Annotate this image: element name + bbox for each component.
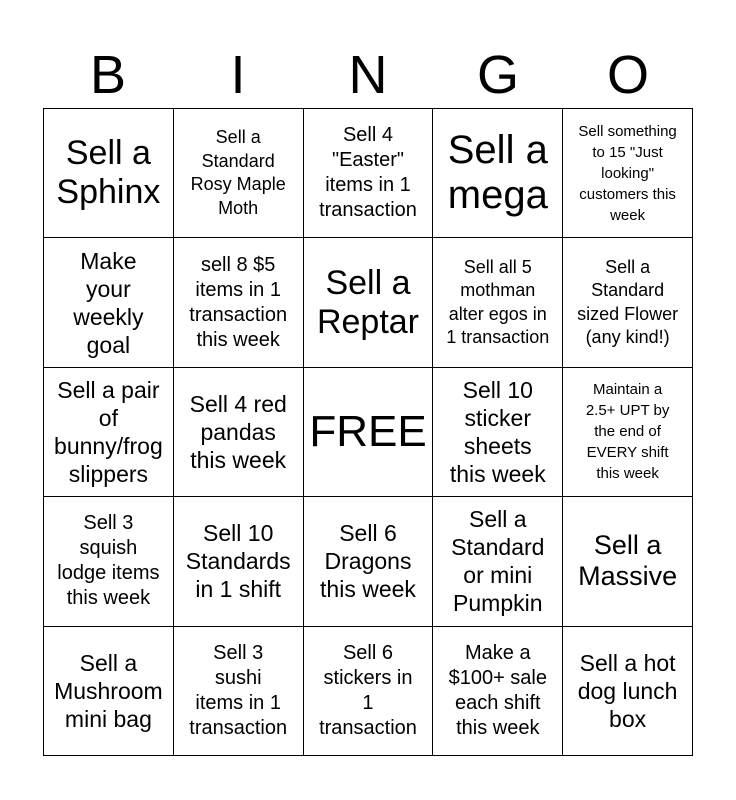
- bingo-cell-r1c1[interactable]: Sell a Sphinx: [44, 109, 174, 238]
- bingo-cell-r5c4[interactable]: Make a $100+ sale each shift this week: [433, 627, 563, 756]
- bingo-cell-r2c1[interactable]: Make your weekly goal: [44, 238, 174, 367]
- bingo-cell-r4c2[interactable]: Sell 10 Standards in 1 shift: [174, 497, 304, 626]
- bingo-board: [43, 108, 693, 756]
- bingo-cell-r2c4[interactable]: Sell all 5 mothman alter egos in 1 transaction: [433, 238, 563, 367]
- bingo-cell-r5c1[interactable]: Sell a Mushroom mini bag: [44, 627, 174, 756]
- bingo-cell-r1c4[interactable]: Sell a mega: [433, 109, 563, 238]
- bingo-cell-r1c3[interactable]: Sell 4 "Easter" items in 1 transaction: [304, 109, 434, 238]
- bingo-cell-r5c5[interactable]: Sell a hot dog lunch box: [563, 627, 693, 756]
- bingo-cell-r3c4[interactable]: Sell 10 sticker sheets this week: [433, 368, 563, 497]
- header-letter-n: N: [348, 45, 388, 105]
- bingo-cell-r3c1[interactable]: Sell a pair of bunny/frog slippers: [44, 368, 174, 497]
- header-letter-b: B: [89, 45, 127, 105]
- bingo-cell-r3c2[interactable]: Sell 4 red pandas this week: [174, 368, 304, 497]
- bingo-cell-r5c3[interactable]: Sell 6 stickers in 1 transaction: [304, 627, 434, 756]
- bingo-cell-free[interactable]: FREE: [304, 368, 434, 497]
- bingo-cell-r4c1[interactable]: Sell 3 squish lodge items this week: [44, 497, 174, 626]
- bingo-cell-r1c2[interactable]: Sell a Standard Rosy Maple Moth: [174, 109, 304, 238]
- bingo-cell-r1c5[interactable]: Sell something to 15 "Just looking" customers this week: [563, 109, 693, 238]
- bingo-cell-r2c2[interactable]: sell 8 $5 items in 1 transaction this week: [174, 238, 304, 367]
- bingo-cell-r3c5[interactable]: Maintain a 2.5+ UPT by the end of EVERY shift this week: [563, 368, 693, 497]
- bingo-header: [43, 42, 693, 108]
- bingo-cell-r4c4[interactable]: Sell a Standard or mini Pumpkin: [433, 497, 563, 626]
- header-letter-g: G: [476, 45, 519, 105]
- bingo-cell-r5c2[interactable]: Sell 3 sushi items in 1 transaction: [174, 627, 304, 756]
- bingo-cell-r4c5[interactable]: Sell a Massive: [563, 497, 693, 626]
- bingo-cell-r2c3[interactable]: Sell a Reptar: [304, 238, 434, 367]
- header-letter-i: I: [230, 45, 246, 105]
- bingo-cell-r4c3[interactable]: Sell 6 Dragons this week: [304, 497, 434, 626]
- bingo-cell-r2c5[interactable]: Sell a Standard sized Flower (any kind!): [563, 238, 693, 367]
- header-letter-o: O: [606, 45, 649, 105]
